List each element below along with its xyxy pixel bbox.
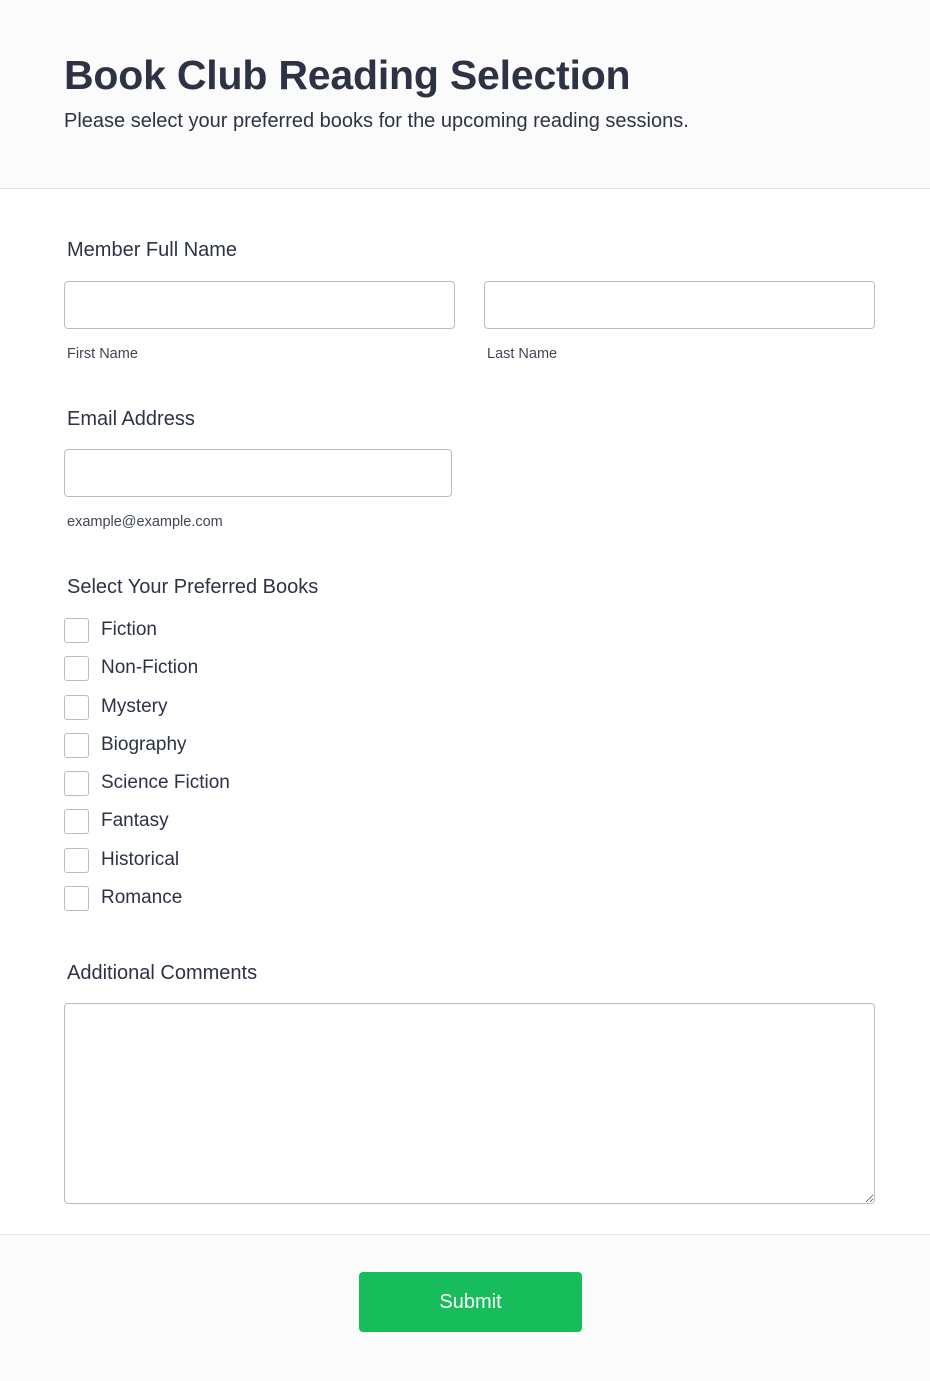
checkbox[interactable] xyxy=(64,733,89,758)
comments-textarea[interactable] xyxy=(64,1003,875,1204)
checkbox-label: Mystery xyxy=(101,696,168,717)
book-option-mystery[interactable] xyxy=(64,694,168,720)
checkbox[interactable] xyxy=(64,771,89,796)
email-label: Email Address xyxy=(67,408,195,430)
checkbox-label: Fantasy xyxy=(101,810,169,831)
submit-button[interactable]: Submit xyxy=(359,1272,582,1332)
first-name-sublabel: First Name xyxy=(67,346,138,362)
checkbox-label: Historical xyxy=(101,849,180,870)
books-label: Select Your Preferred Books xyxy=(67,576,319,598)
book-option-biography[interactable] xyxy=(64,732,187,758)
email-sublabel: example@example.com xyxy=(67,514,223,530)
book-option-non-fiction[interactable] xyxy=(64,655,198,681)
form-body xyxy=(0,189,930,1235)
checkbox[interactable] xyxy=(64,848,89,873)
checkbox[interactable] xyxy=(64,886,89,911)
page-subtitle: Please select your preferred books for the upcoming reading sessions. xyxy=(64,110,689,132)
book-option-historical[interactable] xyxy=(64,847,179,873)
book-option-romance[interactable] xyxy=(64,885,182,911)
full-name-label: Member Full Name xyxy=(67,239,238,261)
book-option-fiction[interactable] xyxy=(64,617,157,643)
book-option-science-fiction[interactable] xyxy=(64,770,230,796)
checkbox[interactable] xyxy=(64,809,89,834)
checkbox-label: Science Fiction xyxy=(101,772,230,793)
book-option-fantasy[interactable] xyxy=(64,808,169,834)
last-name-input[interactable] xyxy=(484,281,875,329)
checkbox[interactable] xyxy=(64,695,89,720)
form-header xyxy=(0,0,930,189)
checkbox[interactable] xyxy=(64,618,89,643)
checkbox[interactable] xyxy=(64,656,89,681)
last-name-sublabel: Last Name xyxy=(487,346,558,362)
checkbox-label: Fiction xyxy=(101,619,157,640)
checkbox-label: Biography xyxy=(101,734,187,755)
checkbox-label: Non-Fiction xyxy=(101,657,199,678)
comments-label: Additional Comments xyxy=(67,962,258,984)
page-title: Book Club Reading Selection xyxy=(64,52,631,98)
form-footer xyxy=(0,1235,930,1381)
email-input[interactable] xyxy=(64,449,452,497)
checkbox-label: Romance xyxy=(101,887,183,908)
first-name-input[interactable] xyxy=(64,281,455,329)
